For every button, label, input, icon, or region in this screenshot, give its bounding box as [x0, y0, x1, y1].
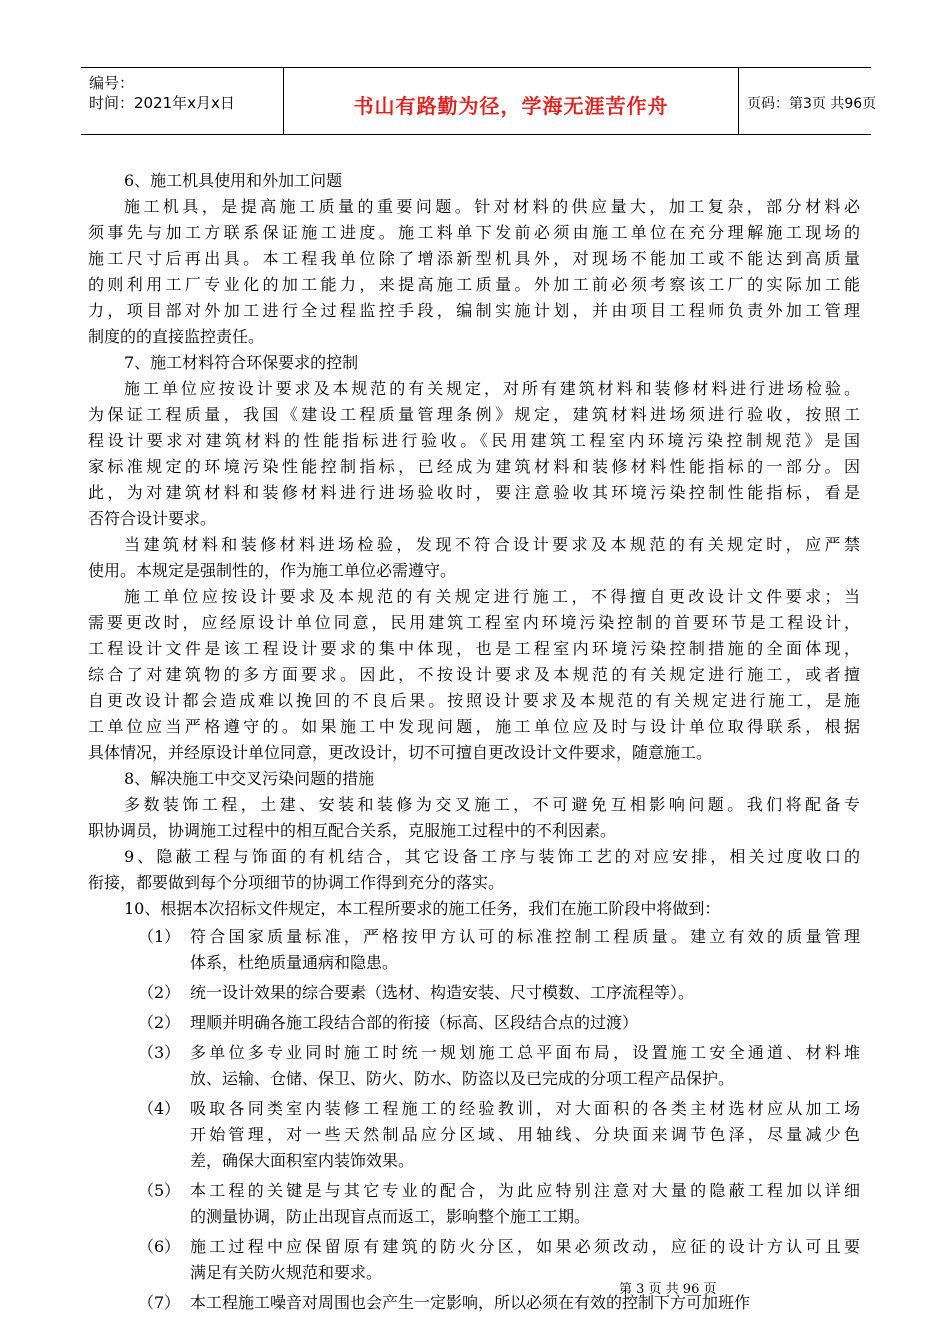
- text-line: 制度的的直接监控责任。: [88, 327, 265, 346]
- text-line: 施工尺寸后再出具。本工程我单位除了增添新型机具外，对现场不能加工或不能达到高质量: [88, 249, 860, 268]
- item-number: （3）: [138, 1043, 181, 1062]
- text-line: 程设计要求对建筑材料的性能指标进行验收。《民用建筑工程室内环境污染控制规范》是国: [88, 431, 860, 450]
- text-line: 综合了对建筑物的多方面要求。因此，不按设计要求及本规范的有关规定进行施工，或者擅: [88, 665, 860, 684]
- list-item-line: 符合国家质量标准，严格按甲方认可的标准控制工程质量。建立有效的质量管理: [190, 927, 860, 946]
- list-item-line: 本工程施工噪音对周围也会产生一定影响，所以必须在有效的控制下方可加班作: [190, 1293, 751, 1312]
- item-number: （7）: [138, 1293, 181, 1312]
- list-item-line: 放、运输、仓储、保卫、防火、防水、防盗以及已完成的分项工程产品保护。: [190, 1069, 735, 1088]
- list-item-line: 本工程的关键是与其它专业的配合，为此应特别注意对大量的隐蔽工程加以详细: [190, 1181, 860, 1200]
- text-line: 多数装饰工程，土建、安装和装修为交叉施工，不可避免互相影响问题。我们将配备专: [124, 795, 860, 814]
- text-line: 具体情况，并经原设计单位同意，更改设计，切不可擅自更改设计文件要求，随意施工。: [88, 743, 713, 762]
- text-line: 自更改设计都会造成难以挽回的不良后果。按照设计要求及本规范的有关规定进行施工，是施: [88, 691, 860, 710]
- text-line: 此，为对建筑材料和装修材料进行进场验收时，要注意验收其环境污染控制性能指标，看是: [88, 483, 860, 502]
- text-line: 工单位应当严格遵守的。如果施工中发现问题，施工单位应及时与设计单位取得联系，根据: [88, 717, 860, 736]
- text-line: 9、隐蔽工程与饰面的有机结合，其它设备工序与装饰工艺的对应安排，相关过度收口的: [124, 847, 860, 866]
- list-item-line: 施工过程中应保留原有建筑的防火分区，如果必须改动，应征的设计方认可且要: [190, 1237, 860, 1256]
- text-line: 6、施工机具使用和外加工问题: [124, 171, 343, 190]
- header-info-cell: [81, 68, 283, 134]
- list-item-line: 多单位多专业同时施工时统一规划施工总平面布局，设置施工安全通道、材料堆: [190, 1043, 860, 1062]
- header-motto-cell: [283, 68, 739, 134]
- text-line: 7、施工材料符合环保要求的控制: [124, 353, 359, 372]
- item-number: （2）: [138, 1013, 181, 1032]
- text-line: 职协调员，协调施工过程中的相互配合关系，克服施工过程中的不利因素。: [88, 821, 617, 840]
- text-line: 为保证工程质量，我国《建设工程质量管理条例》规定，建筑材料进场须进行验收，按照工: [88, 405, 860, 424]
- item-number: （5）: [138, 1181, 181, 1200]
- text-line: 衔接，都要做到每个分项细节的协调工作得到充分的落实。: [88, 873, 505, 892]
- date-label: 时间：2021年x月x日: [89, 94, 235, 112]
- text-line: 须事先与加工方联系保证施工进度。施工料单下发前必须由施工单位在充分理解施工现场的: [88, 223, 860, 242]
- text-line: 力，项目部对外加工进行全过程监控手段，编制实施计划，并由项目工程师负责外加工管理: [88, 301, 860, 320]
- list-item-line: 满足有关防火规范和要求。: [190, 1263, 383, 1282]
- text-line: 使用。本规定是强制性的，作为施工单位必需遵守。: [88, 561, 457, 580]
- list-item-line: 理顺并明确各施工段结合部的衔接（标高、区段结合点的过渡）: [190, 1013, 639, 1032]
- code-label: 编号：: [89, 74, 135, 92]
- text-line: 的则利用工厂专业化的加工能力，来提高施工质量。外加工前必须考察该工厂的实际加工能: [88, 275, 860, 294]
- item-number: （2）: [138, 983, 181, 1002]
- text-line: 当建筑材料和装修材料进场检验，发现不符合设计要求及本规范的有关规定时，应严禁: [124, 535, 860, 554]
- item-number: （6）: [138, 1237, 181, 1256]
- text-line: 施工单位应按设计要求及本规范的有关规定进行施工，不得擅自更改设计文件要求；当: [124, 587, 860, 606]
- list-item-line: 开始管理，对一些天然制品应分区域、用轴线、分块面来调节色泽，尽量减少色: [190, 1125, 860, 1144]
- text-line: 否符合设计要求。: [88, 509, 217, 528]
- list-item-line: 吸取各同类室内装修工程施工的经验教训，对大面积的各类主材选材应从加工场: [190, 1099, 860, 1118]
- motto: 书山有路勤为径，学海无涯苦作舟: [353, 94, 669, 118]
- list-item-line: 体系，杜绝质量通病和隐患。: [190, 953, 399, 972]
- text-line: 10、根据本次招标文件规定，本工程所要求的施工任务，我们在施工阶段中将做到：: [124, 899, 721, 918]
- header-page-cell: [739, 68, 877, 134]
- item-number: （1）: [138, 927, 181, 946]
- page-label: 页码：第3页 共96页: [747, 96, 877, 112]
- text-line: 工程设计文件是该工程设计要求的集中体现，也是工程室内环境污染控制措施的全面体现，: [88, 639, 860, 658]
- list-item-line: 的测量协调，防止出现盲点而返工，影响整个施工工期。: [190, 1207, 591, 1226]
- text-line: 8、解决施工中交叉污染问题的措施: [124, 769, 375, 788]
- page-footer: 第 3 页 共 96 页: [619, 1282, 717, 1297]
- text-line: 施工机具，是提高施工质量的重要问题。针对材料的供应量大，加工复杂，部分材料必: [124, 197, 860, 216]
- text-line: 家标准规定的环境污染性能控制指标，已经成为建筑材料和装修材料性能指标的一部分。因: [88, 457, 860, 476]
- item-number: （4）: [138, 1099, 181, 1118]
- header-table: [81, 67, 877, 135]
- list-item-line: 差，确保大面积室内装饰效果。: [190, 1151, 415, 1170]
- text-line: 需要更改时，应经原设计单位同意，民用建筑工程室内环境污染控制的首要环节是工程设计，: [88, 613, 860, 632]
- list-item-line: 统一设计效果的综合要素（选材、构造安装、尺寸模数、工序流程等）。: [190, 983, 695, 1002]
- text-line: 施工单位应按设计要求及本规范的有关规定，对所有建筑材料和装修材料进行进场检验。: [124, 379, 860, 398]
